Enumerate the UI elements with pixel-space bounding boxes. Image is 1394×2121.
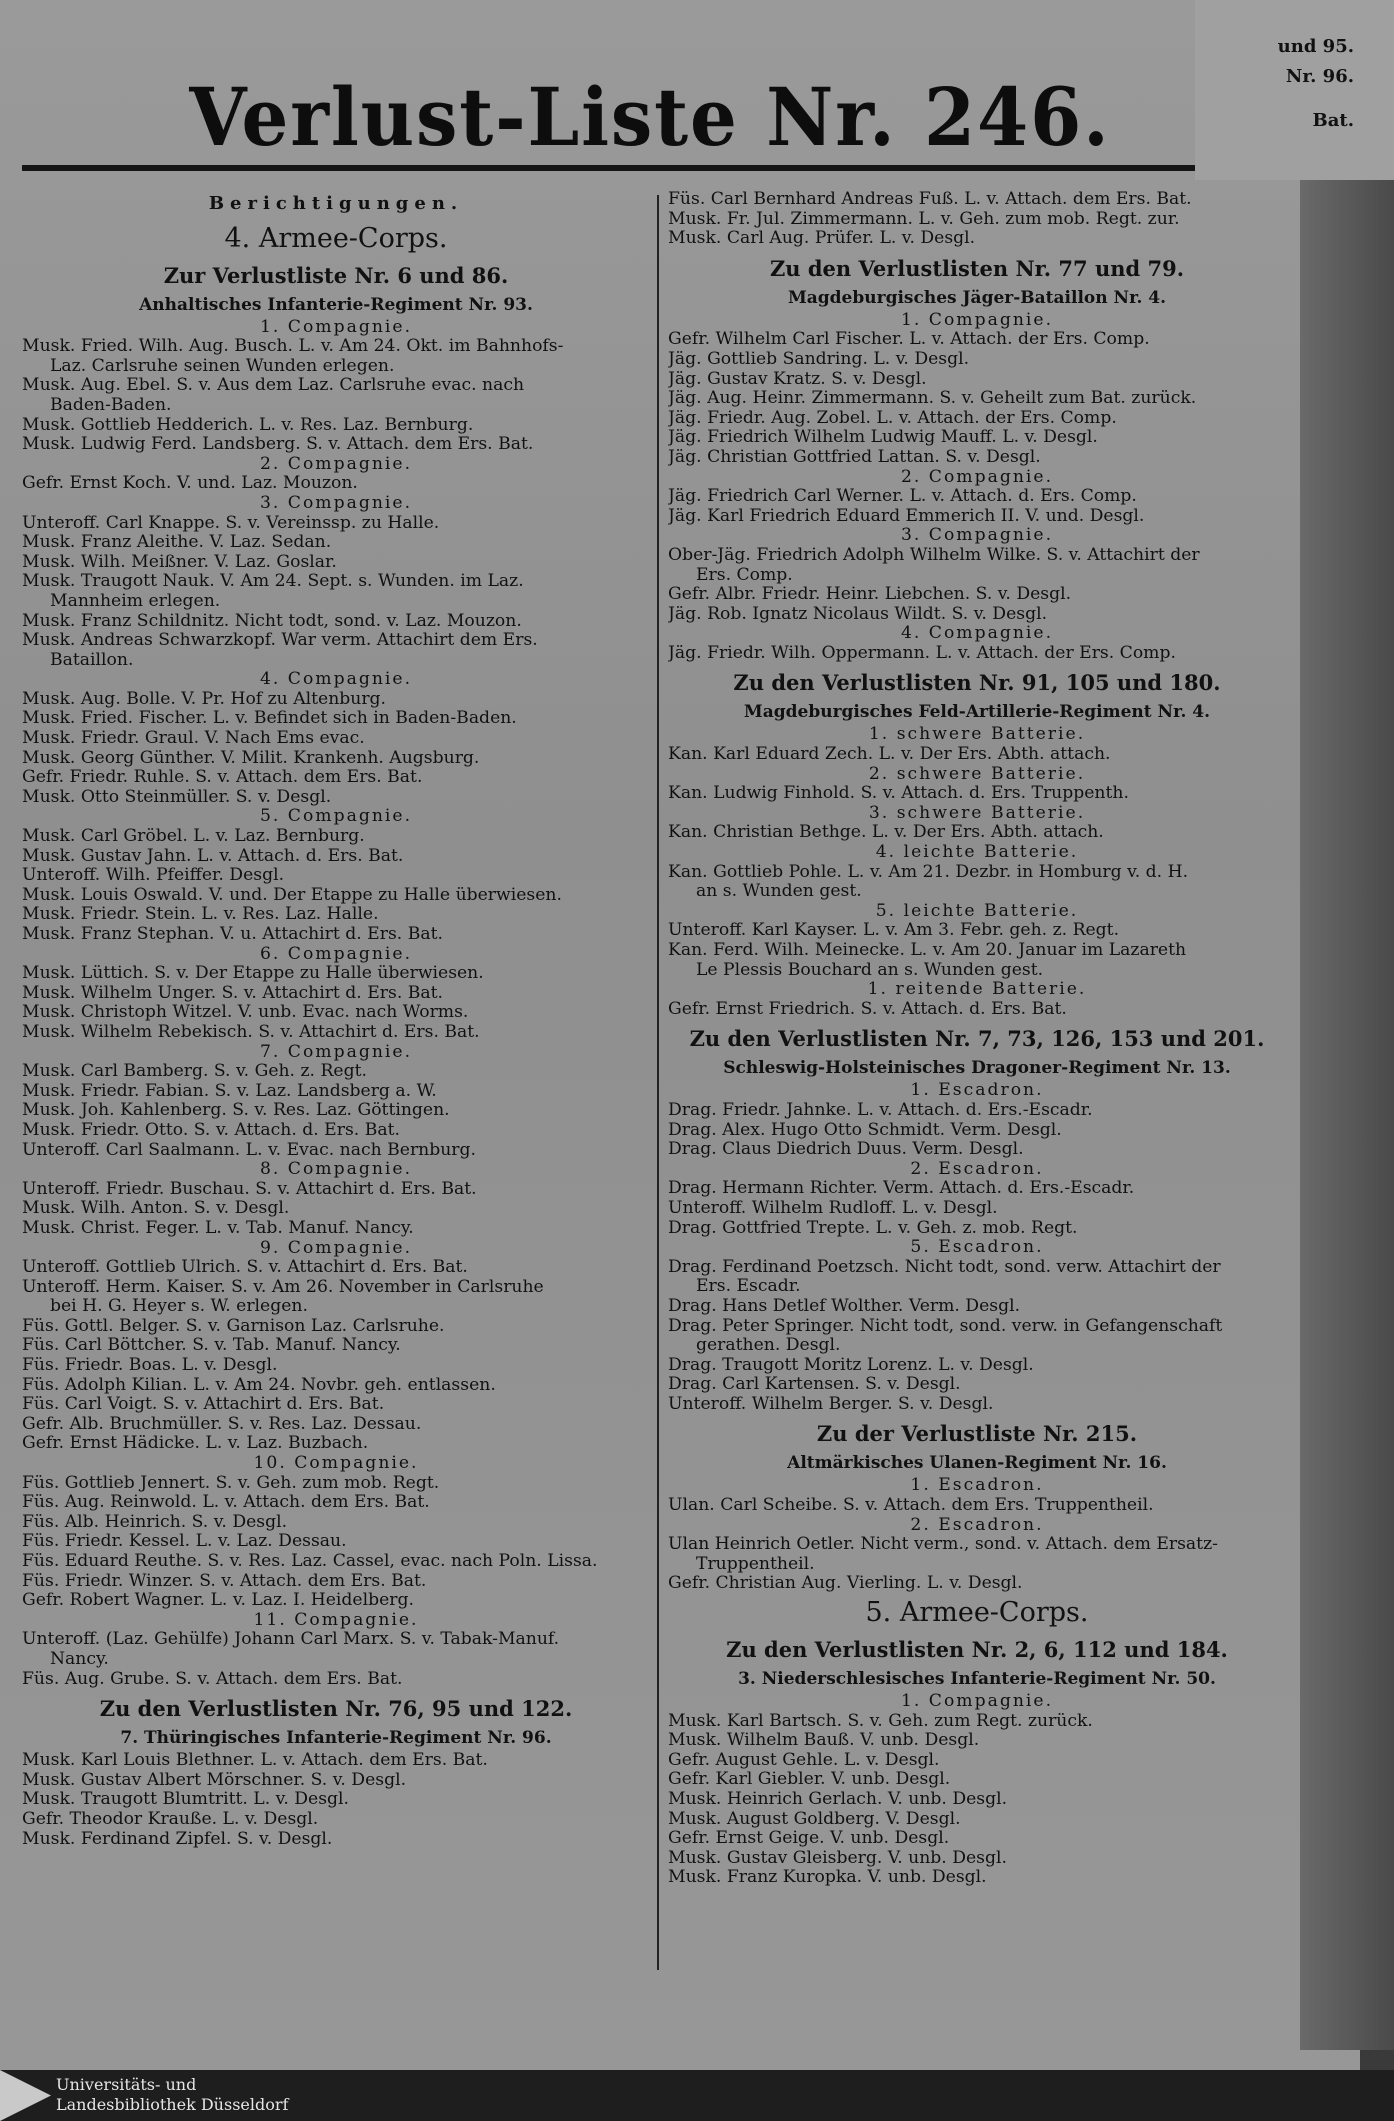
- list-entry: Unteroff. Wilhelm Rudloff. L. v. Desgl.: [668, 1198, 998, 1218]
- list-entry-continuation: Ers. Escadr.: [696, 1277, 801, 1297]
- list-entry: Jäg. Aug. Heinr. Zimmermann. S. v. Geheilt zum Bat. zurück.: [668, 389, 1197, 409]
- company-heading: 1. Escadron.: [910, 1475, 1044, 1496]
- company-heading: 11. Compagnie.: [253, 1609, 419, 1630]
- list-entry: Musk. Christoph Witzel. V. unb. Evac. nach Worms.: [22, 1003, 469, 1023]
- regiment-heading: 7. Thüringisches Infanterie-Regiment Nr. 96.: [120, 1728, 552, 1749]
- reference-heading: Zu den Verlustlisten Nr. 76, 95 und 122.: [99, 1696, 573, 1722]
- list-entry: Unteroff. Carl Saalmann. L. v. Evac. nach Bernburg.: [22, 1140, 476, 1160]
- list-entry: Musk. Karl Bartsch. S. v. Geh. zum Regt. zurück.: [668, 1711, 1093, 1731]
- list-entry: Drag. Peter Springer. Nicht todt, sond. verw. in Gefangenschaft: [668, 1316, 1223, 1336]
- list-entry: Musk. Georg Günther. V. Milit. Krankenh. Augsburg.: [22, 748, 480, 768]
- list-entry: Drag. Friedr. Jahnke. L. v. Attach. d. Ers.-Escadr.: [668, 1100, 1093, 1120]
- company-heading: 4. Compagnie.: [259, 669, 413, 690]
- regiment-heading: Altmärkisches Ulanen-Regiment Nr. 16.: [787, 1453, 1167, 1474]
- list-entry: Gefr. Karl Giebler. V. unb. Desgl.: [668, 1770, 951, 1790]
- list-entry: Musk. Traugott Nauk. V. Am 24. Sept. s. Wunden. im Laz.: [22, 572, 524, 592]
- company-heading: 1. Compagnie.: [900, 1691, 1054, 1712]
- company-heading: 10. Compagnie.: [253, 1453, 419, 1474]
- list-entry: Jäg. Friedrich Wilhelm Ludwig Mauff. L. v. Desgl.: [668, 428, 1098, 448]
- company-heading: 1. Compagnie.: [900, 309, 1054, 330]
- list-entry: Musk. Friedr. Fabian. S. v. Laz. Landsberg a. W.: [22, 1081, 437, 1101]
- page-title: Verlust-Liste Nr. 246.: [189, 70, 1111, 164]
- company-heading: 1. schwere Batterie.: [868, 724, 1086, 745]
- reference-heading: Zu den Verlustlisten Nr. 7, 73, 126, 153 und 201.: [689, 1026, 1265, 1052]
- list-entry: Musk. Carl Gröbel. L. v. Laz. Bernburg.: [22, 827, 365, 847]
- list-entry: Unteroff. Wilh. Pfeiffer. Desgl.: [22, 866, 285, 886]
- list-entry: Gefr. Alb. Bruchmüller. S. v. Res. Laz. Dessau.: [22, 1414, 422, 1434]
- regiment-heading: Schleswig-Holsteinisches Dragoner-Regiment Nr. 13.: [723, 1058, 1231, 1079]
- list-entry-continuation: gerathen. Desgl.: [696, 1336, 841, 1356]
- list-entry-continuation: Mannheim erlegen.: [50, 591, 221, 611]
- library-logo-icon: [0, 2070, 51, 2121]
- list-entry: Musk. Karl Louis Blethner. L. v. Attach. dem Ers. Bat.: [22, 1751, 488, 1771]
- title-rule: [22, 165, 1277, 171]
- list-entry: Füs. Aug. Reinwold. L. v. Attach. dem Ers. Bat.: [22, 1493, 430, 1513]
- list-entry: Musk. Franz Stephan. V. u. Attachirt d. Ers. Bat.: [22, 925, 443, 944]
- list-entry: Füs. Alb. Heinrich. S. v. Desgl.: [22, 1512, 288, 1532]
- list-entry: Unteroff. (Laz. Gehülfe) Johann Carl Marx. S. v. Tabak-Manuf.: [22, 1630, 560, 1650]
- section-heading: Berichtigungen.: [208, 193, 464, 214]
- list-entry: Musk. Carl Bamberg. S. v. Geh. z. Regt.: [22, 1062, 367, 1082]
- list-entry: Musk. Ferdinand Zipfel. S. v. Desgl.: [22, 1829, 333, 1849]
- column-divider: [657, 195, 659, 1970]
- list-entry: Musk. Louis Oswald. V. und. Der Etappe zu Halle überwiesen.: [22, 885, 562, 905]
- list-entry: Musk. Friedr. Graul. V. Nach Ems evac.: [22, 729, 365, 749]
- list-entry: Musk. Aug. Ebel. S. v. Aus dem Laz. Carlsruhe evac. nach: [22, 376, 525, 396]
- reference-heading: Zu den Verlustlisten Nr. 77 und 79.: [769, 255, 1185, 281]
- list-entry-continuation: Truppentheil.: [696, 1554, 815, 1574]
- list-entry: Musk. Franz Kuropka. V. unb. Desgl.: [668, 1868, 987, 1888]
- regiment-heading: Anhaltisches Infanterie-Regiment Nr. 93.: [139, 294, 533, 315]
- regiment-heading: Magdeburgisches Jäger-Bataillon Nr. 4.: [787, 287, 1167, 308]
- list-entry: Musk. Fried. Fischer. L. v. Befindet sich in Baden-Baden.: [22, 709, 517, 729]
- library-name: [56, 2075, 288, 2115]
- company-heading: 6. Compagnie.: [259, 943, 413, 964]
- list-entry: Drag. Gottfried Trepte. L. v. Geh. z. mob. Regt.: [668, 1218, 1078, 1238]
- page-edge-shadow: [1300, 60, 1394, 2050]
- list-entry: Ober-Jäg. Friedrich Adolph Wilhelm Wilke. S. v. Attachirt der: [668, 545, 1200, 565]
- list-entry: Musk. Friedr. Otto. S. v. Attach. d. Ers. Bat.: [22, 1120, 400, 1140]
- list-entry: Jäg. Gottlieb Sandring. L. v. Desgl.: [668, 349, 970, 369]
- company-heading: 3. Compagnie.: [900, 525, 1054, 546]
- list-entry: Füs. Friedr. Winzer. S. v. Attach. dem Ers. Bat.: [22, 1571, 427, 1591]
- company-heading: 5. Escadron.: [910, 1237, 1044, 1258]
- list-entry: Musk. Fr. Jul. Zimmermann. L. v. Geh. zum mob. Regt. zur.: [668, 209, 1180, 229]
- list-entry: Jäg. Gustav Kratz. S. v. Desgl.: [668, 369, 927, 389]
- list-entry-continuation: Ers. Comp.: [696, 565, 793, 585]
- list-entry: Musk. August Goldberg. V. Desgl.: [668, 1809, 961, 1829]
- list-entry: Musk. Ludwig Ferd. Landsberg. S. v. Attach. dem Ers. Bat.: [22, 435, 534, 455]
- company-heading: 1. Escadron.: [910, 1080, 1044, 1101]
- list-entry: Drag. Claus Diedrich Duus. Verm. Desgl.: [668, 1140, 1024, 1160]
- list-entry: Drag. Hermann Richter. Verm. Attach. d. Ers.-Escadr.: [668, 1179, 1135, 1199]
- list-entry: Jäg. Friedr. Aug. Zobel. L. v. Attach. der Ers. Comp.: [668, 408, 1117, 428]
- regiment-heading: Magdeburgisches Feld-Artillerie-Regiment Nr. 4.: [743, 702, 1211, 723]
- corner-text-3: Bat.: [1312, 110, 1354, 131]
- list-entry: Kan. Ludwig Finhold. S. v. Attach. d. Ers. Truppenth.: [668, 784, 1129, 804]
- company-heading: 5. Compagnie.: [259, 806, 413, 827]
- list-entry: Unteroff. Herm. Kaiser. S. v. Am 26. November in Carlsruhe: [22, 1277, 544, 1297]
- company-heading: 8. Compagnie.: [259, 1159, 413, 1180]
- column-right: [668, 190, 1286, 1888]
- list-entry: Ulan Heinrich Oetler. Nicht verm., sond. v. Attach. dem Ersatz-: [668, 1535, 1218, 1555]
- list-entry: Gefr. Theodor Krauße. L. v. Desgl.: [22, 1809, 319, 1829]
- regiment-heading: 3. Niederschlesisches Infanterie-Regiment Nr. 50.: [738, 1669, 1216, 1690]
- list-entry: Musk. Wilhelm Bauß. V. unb. Desgl.: [668, 1731, 980, 1751]
- list-entry: Kan. Gottlieb Pohle. L. v. Am 21. Dezbr. in Homburg v. d. H.: [668, 862, 1189, 882]
- list-entry: Jäg. Rob. Ignatz Nicolaus Wildt. S. v. Desgl.: [668, 604, 1048, 624]
- list-entry: Füs. Gottlieb Jennert. S. v. Geh. zum mob. Regt.: [22, 1473, 440, 1493]
- list-entry: Kan. Christian Bethge. L. v. Der Ers. Abth. attach.: [668, 823, 1104, 843]
- company-heading: 3. schwere Batterie.: [868, 802, 1086, 823]
- company-heading: 2. Escadron.: [910, 1514, 1044, 1535]
- list-entry: Kan. Karl Eduard Zech. L. v. Der Ers. Abth. attach.: [668, 745, 1111, 765]
- list-entry: Musk. Gustav Albert Mörschner. S. v. Desgl.: [22, 1770, 407, 1790]
- list-entry-continuation: Bataillon.: [50, 650, 134, 670]
- column-left: [22, 190, 650, 1849]
- company-heading: 2. Compagnie.: [259, 453, 413, 474]
- list-entry: Füs. Aug. Grube. S. v. Attach. dem Ers. Bat.: [22, 1669, 403, 1689]
- list-entry: Gefr. Ernst Koch. V. und. Laz. Mouzon.: [22, 474, 358, 494]
- list-entry: Gefr. Friedr. Ruhle. S. v. Attach. dem Ers. Bat.: [22, 768, 423, 788]
- list-entry: Jäg. Karl Friedrich Eduard Emmerich II. V. und. Desgl.: [668, 506, 1145, 526]
- library-name-line1: Universitäts- und: [56, 2075, 197, 2094]
- list-entry: Musk. Wilh. Meißner. V. Laz. Goslar.: [22, 552, 337, 572]
- list-entry: Drag. Traugott Moritz Lorenz. L. v. Desgl.: [668, 1355, 1034, 1375]
- list-entry: Drag. Carl Kartensen. S. v. Desgl.: [668, 1375, 961, 1395]
- list-entry: Gefr. August Gehle. L. v. Desgl.: [668, 1750, 940, 1770]
- list-entry: Musk. Wilhelm Unger. S. v. Attachirt d. Ers. Bat.: [22, 983, 443, 1003]
- list-entry: Musk. Fried. Wilh. Aug. Busch. L. v. Am 24. Okt. im Bahnhofs-: [22, 337, 564, 357]
- list-entry: Füs. Eduard Reuthe. S. v. Res. Laz. Cassel, evac. nach Poln. Lissa.: [22, 1552, 598, 1571]
- list-entry: Gefr. Christian Aug. Vierling. L. v. Desgl.: [668, 1574, 1023, 1594]
- list-entry: Musk. Traugott Blumtritt. L. v. Desgl.: [22, 1790, 349, 1810]
- list-entry: Füs. Friedr. Boas. L. v. Desgl.: [22, 1356, 278, 1376]
- list-entry-continuation: bei H. G. Heyer s. W. erlegen.: [50, 1297, 308, 1317]
- list-entry: Musk. Franz Aleithe. V. Laz. Sedan.: [22, 533, 332, 553]
- corner-text-2: Nr. 96.: [1285, 66, 1354, 87]
- list-entry: Musk. Otto Steinmüller. S. v. Desgl.: [22, 787, 332, 807]
- list-entry: Kan. Ferd. Wilh. Meinecke. L. v. Am 20. Januar im Lazareth: [668, 941, 1187, 960]
- company-heading: 9. Compagnie.: [259, 1237, 413, 1258]
- list-entry: Unteroff. Carl Knappe. S. v. Vereinssp. zu Halle.: [22, 513, 440, 533]
- list-entry: Gefr. Ernst Hädicke. L. v. Laz. Buzbach.: [22, 1434, 369, 1454]
- list-entry: Füs. Carl Voigt. S. v. Attachirt d. Ers. Bat.: [22, 1395, 385, 1415]
- list-entry: Unteroff. Gottlieb Ulrich. S. v. Attachirt d. Ers. Bat.: [22, 1258, 468, 1278]
- list-entry: Gefr. Ernst Friedrich. S. v. Attach. d. Ers. Bat.: [668, 999, 1067, 1019]
- list-entry-continuation: Baden-Baden.: [50, 395, 172, 415]
- list-entry: Gefr. Albr. Friedr. Heinr. Liebchen. S. v. Desgl.: [668, 585, 1072, 605]
- corner-scrap: [1195, 0, 1394, 180]
- list-entry: Musk. Joh. Kahlenberg. S. v. Res. Laz. Göttingen.: [22, 1101, 450, 1121]
- company-heading: 5. leichte Batterie.: [875, 900, 1079, 921]
- corner-text-1: und 95.: [1277, 36, 1354, 57]
- list-entry: Unteroff. Wilhelm Berger. S. v. Desgl.: [668, 1394, 994, 1414]
- company-heading: 3. Compagnie.: [259, 492, 413, 513]
- list-entry: Füs. Friedr. Kessel. L. v. Laz. Dessau.: [22, 1532, 347, 1552]
- reference-heading: Zur Verlustliste Nr. 6 und 86.: [163, 262, 509, 288]
- corps-heading: 4. Armee-Corps.: [224, 222, 448, 254]
- list-entry: Musk. Franz Schildnitz. Nicht todt, sond. v. Laz. Mouzon.: [22, 611, 522, 631]
- list-entry: Gefr. Robert Wagner. L. v. Laz. I. Heidelberg.: [22, 1591, 414, 1611]
- list-entry: Musk. Lüttich. S. v. Der Etappe zu Halle überwiesen.: [22, 964, 484, 984]
- list-entry: Musk. Gottlieb Hedderich. L. v. Res. Laz. Bernburg.: [22, 415, 474, 435]
- list-entry-continuation: Laz. Carlsruhe seinen Wunden erlegen.: [50, 356, 395, 376]
- company-heading: 4. leichte Batterie.: [875, 842, 1079, 863]
- list-entry: Jäg. Friedrich Carl Werner. L. v. Attach. d. Ers. Comp.: [668, 487, 1137, 507]
- company-heading: 4. Compagnie.: [900, 623, 1054, 644]
- list-entry: Musk. Friedr. Stein. L. v. Res. Laz. Halle.: [22, 905, 379, 925]
- list-entry: Unteroff. Friedr. Buschau. S. v. Attachirt d. Ers. Bat.: [22, 1179, 477, 1199]
- company-heading: 1. Compagnie.: [259, 316, 413, 337]
- list-entry: Drag. Ferdinand Poetzsch. Nicht todt, sond. verw. Attachirt der: [668, 1257, 1221, 1277]
- list-entry: Füs. Carl Böttcher. S. v. Tab. Manuf. Nancy.: [22, 1336, 401, 1356]
- corps-heading: 5. Armee-Corps.: [865, 1597, 1089, 1629]
- list-entry: Füs. Gottl. Belger. S. v. Garnison Laz. Carlsruhe.: [22, 1316, 445, 1336]
- list-entry: Füs. Carl Bernhard Andreas Fuß. L. v. Attach. dem Ers. Bat.: [668, 190, 1192, 209]
- company-heading: 7. Compagnie.: [259, 1041, 413, 1062]
- list-entry-continuation: an s. Wunden gest.: [696, 882, 862, 902]
- company-heading: 2. Escadron.: [910, 1158, 1044, 1179]
- list-entry-continuation: Le Plessis Bouchard an s. Wunden gest.: [696, 960, 1044, 980]
- list-entry: Drag. Alex. Hugo Otto Schmidt. Verm. Desgl.: [668, 1120, 1062, 1140]
- list-entry: Musk. Wilhelm Rebekisch. S. v. Attachirt d. Ers. Bat.: [22, 1022, 480, 1042]
- list-entry: Drag. Hans Detlef Wolther. Verm. Desgl.: [668, 1296, 1021, 1316]
- library-name-line2: Landesbibliothek Düsseldorf: [56, 2095, 289, 2114]
- reference-heading: Zu der Verlustliste Nr. 215.: [816, 1421, 1138, 1447]
- list-entry: Musk. Gustav Gleisberg. V. unb. Desgl.: [668, 1848, 1007, 1868]
- list-entry: Gefr. Ernst Geige. V. unb. Desgl.: [668, 1829, 950, 1849]
- list-entry: Musk. Carl Aug. Prüfer. L. v. Desgl.: [668, 229, 976, 249]
- list-entry-continuation: Nancy.: [50, 1649, 109, 1669]
- list-entry: Musk. Andreas Schwarzkopf. War verm. Attachirt dem Ers.: [22, 631, 538, 651]
- list-entry: Musk. Gustav Jahn. L. v. Attach. d. Ers. Bat.: [22, 846, 404, 866]
- list-entry: Gefr. Wilhelm Carl Fischer. L. v. Attach. der Ers. Comp.: [668, 330, 1150, 350]
- reference-heading: Zu den Verlustlisten Nr. 91, 105 und 180.: [733, 670, 1221, 696]
- list-entry: Musk. Christ. Feger. L. v. Tab. Manuf. Nancy.: [22, 1218, 414, 1238]
- list-entry: Jäg. Friedr. Wilh. Oppermann. L. v. Attach. der Ers. Comp.: [668, 643, 1176, 663]
- list-entry: Musk. Aug. Bolle. V. Pr. Hof zu Altenburg.: [22, 689, 387, 709]
- list-entry: Ulan. Carl Scheibe. S. v. Attach. dem Ers. Truppentheil.: [668, 1496, 1154, 1516]
- list-entry: Musk. Wilh. Anton. S. v. Desgl.: [22, 1199, 290, 1219]
- library-footer: [0, 2070, 1394, 2121]
- company-heading: 2. Compagnie.: [900, 466, 1054, 487]
- list-entry: Jäg. Christian Gottfried Lattan. S. v. Desgl.: [668, 447, 1041, 467]
- list-entry: Füs. Adolph Kilian. L. v. Am 24. Novbr. geh. entlassen.: [22, 1375, 496, 1395]
- reference-heading: Zu den Verlustlisten Nr. 2, 6, 112 und 184.: [726, 1637, 1228, 1663]
- company-heading: 2. schwere Batterie.: [868, 763, 1086, 784]
- list-entry: Unteroff. Karl Kayser. L. v. Am 3. Febr. geh. z. Regt.: [668, 921, 1120, 941]
- list-entry: Musk. Heinrich Gerlach. V. unb. Desgl.: [668, 1790, 1008, 1809]
- company-heading: 1. reitende Batterie.: [867, 979, 1087, 1000]
